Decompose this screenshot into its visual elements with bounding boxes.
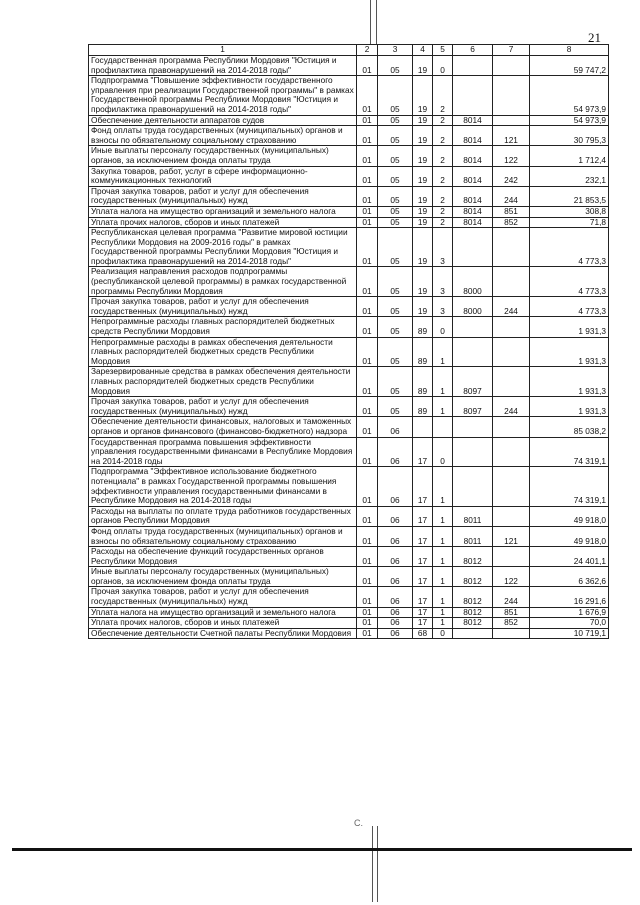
table-row (89, 297, 609, 317)
code-cell: 01 (357, 628, 378, 639)
amount-cell: 4 773,3 (530, 228, 609, 267)
code-cell: 01 (357, 547, 378, 567)
amount-cell: 308,8 (530, 206, 609, 217)
code-cell: 0 (433, 317, 453, 337)
code-cell: 01 (357, 437, 378, 467)
code-cell (453, 228, 493, 267)
row-name-cell: Обеспечение деятельности Счетной палаты Республики Мордовия (89, 628, 357, 639)
code-cell (493, 267, 530, 297)
row-name-cell: Уплата налога на имущество организаций и земельного налога (89, 206, 357, 217)
code-cell: 17 (413, 506, 433, 526)
code-cell: 8014 (453, 146, 493, 166)
code-cell: 89 (413, 367, 433, 397)
table-body (89, 56, 609, 639)
amount-cell: 1 676,9 (530, 607, 609, 618)
code-cell: 05 (378, 217, 413, 228)
code-cell: 01 (357, 56, 378, 76)
code-cell: 122 (493, 146, 530, 166)
code-cell: 01 (357, 297, 378, 317)
amount-cell: 1 931,3 (530, 317, 609, 337)
code-cell: 01 (357, 267, 378, 297)
row-name-cell: Расходы на обеспечение функций государственных органов Республики Мордовия (89, 547, 357, 567)
code-cell: 06 (378, 587, 413, 607)
code-cell: 8012 (453, 607, 493, 618)
table-row (89, 567, 609, 587)
amount-cell: 74 319,1 (530, 467, 609, 506)
code-cell (453, 337, 493, 367)
table-row (89, 587, 609, 607)
code-cell: 8014 (453, 186, 493, 206)
code-cell: 19 (413, 228, 433, 267)
code-cell: 852 (493, 217, 530, 228)
table-row (89, 126, 609, 146)
code-cell: 05 (378, 206, 413, 217)
code-cell: 06 (378, 607, 413, 618)
code-cell: 05 (378, 126, 413, 146)
code-cell: 01 (357, 337, 378, 367)
code-cell: 8012 (453, 547, 493, 567)
code-cell: 1 (433, 547, 453, 567)
amount-cell: 49 918,0 (530, 526, 609, 546)
row-name-cell: Непрограммные расходы главных распорядителей бюджетных средств Республики Мордовия (89, 317, 357, 337)
code-cell: 2 (433, 166, 453, 186)
table-row (89, 547, 609, 567)
code-cell: 06 (378, 526, 413, 546)
code-cell: 2 (433, 206, 453, 217)
table-row (89, 628, 609, 639)
code-cell: 01 (357, 166, 378, 186)
row-name-cell: Уплата прочих налогов, сборов и иных платежей (89, 217, 357, 228)
code-cell: 852 (493, 618, 530, 629)
amount-cell: 1 931,3 (530, 397, 609, 417)
column-header: 2 (357, 45, 378, 56)
amount-cell: 1 931,3 (530, 337, 609, 367)
code-cell: 17 (413, 547, 433, 567)
code-cell (453, 417, 493, 437)
amount-cell: 1 712,4 (530, 146, 609, 166)
code-cell: 3 (433, 228, 453, 267)
code-cell: 0 (433, 628, 453, 639)
code-cell: 19 (413, 267, 433, 297)
row-name-cell: Иные выплаты персоналу государственных (муниципальных) органов, за исключением фонда оплаты труда (89, 567, 357, 587)
code-cell: 851 (493, 206, 530, 217)
row-name-cell: Прочая закупка товаров, работ и услуг для обеспечения государственных (муниципальных) нужд (89, 397, 357, 417)
code-cell: 17 (413, 526, 433, 546)
code-cell (493, 506, 530, 526)
row-name-cell: Обеспечение деятельности аппаратов судов (89, 115, 357, 126)
column-header: 1 (89, 45, 357, 56)
code-cell: 8014 (453, 217, 493, 228)
code-cell: 1 (433, 367, 453, 397)
table-row (89, 228, 609, 267)
row-name-cell: Реализация направления расходов подпрограммы (республиканской целевой программы) в рамках государственной программы Республики Мордовия (89, 267, 357, 297)
code-cell: 06 (378, 506, 413, 526)
code-cell: 8097 (453, 367, 493, 397)
code-cell: 06 (378, 567, 413, 587)
column-header: 4 (413, 45, 433, 56)
row-name-cell: Уплата прочих налогов, сборов и иных платежей (89, 618, 357, 629)
table-row (89, 217, 609, 228)
table-row (89, 397, 609, 417)
code-cell: 8014 (453, 126, 493, 146)
code-cell: 0 (433, 437, 453, 467)
code-cell: 05 (378, 297, 413, 317)
code-cell: 05 (378, 228, 413, 267)
code-cell: 01 (357, 186, 378, 206)
table-row (89, 166, 609, 186)
code-cell: 1 (433, 397, 453, 417)
amount-cell: 4 773,3 (530, 267, 609, 297)
amount-cell: 16 291,6 (530, 587, 609, 607)
row-name-cell: Уплата налога на имущество организаций и земельного налога (89, 607, 357, 618)
code-cell: 17 (413, 607, 433, 618)
table-row (89, 267, 609, 297)
code-cell: 05 (378, 317, 413, 337)
code-cell: 121 (493, 126, 530, 146)
column-header: 6 (453, 45, 493, 56)
code-cell: 244 (493, 397, 530, 417)
code-cell: 05 (378, 186, 413, 206)
code-cell: 19 (413, 186, 433, 206)
amount-cell: 21 853,5 (530, 186, 609, 206)
binding-line (376, 0, 377, 44)
code-cell: 1 (433, 337, 453, 367)
amount-cell: 59 747,2 (530, 56, 609, 76)
row-name-cell: Подпрограмма "Эффективное использование бюджетного потенциала" в рамках Государственной программы повышения эффективности управления государственными финансами в Республике Мордовия на 2014-2018 годы (89, 467, 357, 506)
code-cell: 17 (413, 618, 433, 629)
code-cell: 89 (413, 337, 433, 367)
amount-cell: 49 918,0 (530, 506, 609, 526)
code-cell: 1 (433, 506, 453, 526)
amount-cell: 232,1 (530, 166, 609, 186)
code-cell: 2 (433, 126, 453, 146)
code-cell: 05 (378, 146, 413, 166)
code-cell: 01 (357, 228, 378, 267)
code-cell: 8012 (453, 618, 493, 629)
code-cell: 05 (378, 397, 413, 417)
code-cell: 06 (378, 417, 413, 437)
code-cell: 0 (433, 56, 453, 76)
code-cell: 1 (433, 607, 453, 618)
code-cell (493, 228, 530, 267)
binding-line (377, 826, 378, 902)
table-row (89, 506, 609, 526)
code-cell (453, 317, 493, 337)
table-row (89, 467, 609, 506)
code-cell (493, 115, 530, 126)
code-cell (453, 437, 493, 467)
table-row (89, 337, 609, 367)
code-cell: 19 (413, 297, 433, 317)
amount-cell: 10 719,1 (530, 628, 609, 639)
code-cell: 1 (433, 526, 453, 546)
row-name-cell: Прочая закупка товаров, работ и услуг для обеспечения государственных (муниципальных) нужд (89, 186, 357, 206)
code-cell: 19 (413, 76, 433, 115)
table-row (89, 56, 609, 76)
code-cell: 01 (357, 467, 378, 506)
row-name-cell: Иные выплаты персоналу государственных (муниципальных) органов, за исключением фонда оплаты труда (89, 146, 357, 166)
code-cell: 06 (378, 467, 413, 506)
row-name-cell: Расходы на выплаты по оплате труда работников государственных органов Республики Мордовия (89, 506, 357, 526)
code-cell: 01 (357, 567, 378, 587)
table-row (89, 76, 609, 115)
code-cell: 1 (433, 587, 453, 607)
table-row (89, 618, 609, 629)
amount-cell: 24 401,1 (530, 547, 609, 567)
code-cell (453, 467, 493, 506)
code-cell: 8097 (453, 397, 493, 417)
row-name-cell: Зарезервированные средства в рамках обеспечения деятельности главных распорядителей бюджетных средств Республики Мордовия (89, 367, 357, 397)
table-row (89, 437, 609, 467)
code-cell: 244 (493, 297, 530, 317)
table-row (89, 206, 609, 217)
code-cell (413, 417, 433, 437)
code-cell: 8000 (453, 297, 493, 317)
code-cell: 3 (433, 297, 453, 317)
code-cell: 244 (493, 186, 530, 206)
code-cell: 01 (357, 417, 378, 437)
budget-table (88, 44, 609, 639)
row-name-cell: Прочая закупка товаров, работ и услуг для обеспечения государственных (муниципальных) нужд (89, 297, 357, 317)
code-cell: 2 (433, 115, 453, 126)
amount-cell: 54 973,9 (530, 115, 609, 126)
code-cell: 05 (378, 115, 413, 126)
code-cell (493, 337, 530, 367)
table-header-row (89, 45, 609, 56)
code-cell: 01 (357, 607, 378, 618)
row-name-cell: Подпрограмма "Повышение эффективности государственного управления при реализации Государственной программы" в рамках Государственной программы Республики Мордовия "Юстиция и профилактика правонарушений на 2014-2018 годы" (89, 76, 357, 115)
row-name-cell: Государственная программа Республики Мордовия "Юстиция и профилактика правонарушений на 2014-2018 годы" (89, 56, 357, 76)
table-row (89, 526, 609, 546)
code-cell: 17 (413, 437, 433, 467)
code-cell (493, 467, 530, 506)
row-name-cell: Закупка товаров, работ, услуг в сфере информационно-коммуникационных технологий (89, 166, 357, 186)
code-cell: 01 (357, 506, 378, 526)
code-cell: 01 (357, 367, 378, 397)
code-cell: 06 (378, 628, 413, 639)
code-cell (493, 317, 530, 337)
code-cell: 8011 (453, 506, 493, 526)
code-cell: 06 (378, 618, 413, 629)
code-cell: 8014 (453, 206, 493, 217)
code-cell: 8012 (453, 587, 493, 607)
row-name-cell: Непрограммные расходы в рамках обеспечения деятельности главных распорядителей бюджетных средств Республики Мордовия (89, 337, 357, 367)
code-cell: 1 (433, 467, 453, 506)
code-cell (493, 417, 530, 437)
code-cell: 01 (357, 618, 378, 629)
code-cell: 8012 (453, 567, 493, 587)
code-cell (493, 76, 530, 115)
code-cell (453, 76, 493, 115)
column-header: 7 (493, 45, 530, 56)
code-cell: 2 (433, 186, 453, 206)
code-cell: 1 (433, 567, 453, 587)
code-cell (493, 547, 530, 567)
code-cell: 19 (413, 56, 433, 76)
table-row (89, 146, 609, 166)
code-cell: 121 (493, 526, 530, 546)
amount-cell: 71,8 (530, 217, 609, 228)
column-header: 5 (433, 45, 453, 56)
code-cell (493, 437, 530, 467)
code-cell: 05 (378, 76, 413, 115)
code-cell: 17 (413, 587, 433, 607)
amount-cell: 4 773,3 (530, 297, 609, 317)
row-name-cell: Фонд оплаты труда государственных (муниципальных) органов и взносы по обязательному социальному страхованию (89, 126, 357, 146)
bottom-rule (12, 848, 632, 851)
code-cell: 19 (413, 217, 433, 228)
table-row (89, 115, 609, 126)
code-cell: 05 (378, 267, 413, 297)
code-cell: 8014 (453, 166, 493, 186)
binding-line (370, 0, 371, 44)
code-cell: 8014 (453, 115, 493, 126)
code-cell: 89 (413, 317, 433, 337)
amount-cell: 54 973,9 (530, 76, 609, 115)
code-cell: 8011 (453, 526, 493, 546)
row-name-cell: Государственная программа повышения эффективности управления государственными финансами в Республике Мордовия на 2014-2018 годы (89, 437, 357, 467)
amount-cell: 74 319,1 (530, 437, 609, 467)
code-cell: 19 (413, 146, 433, 166)
code-cell: 122 (493, 567, 530, 587)
code-cell: 01 (357, 146, 378, 166)
code-cell: 01 (357, 397, 378, 417)
code-cell (493, 628, 530, 639)
amount-cell: 6 362,6 (530, 567, 609, 587)
amount-cell: 30 795,3 (530, 126, 609, 146)
code-cell: 19 (413, 115, 433, 126)
code-cell: 244 (493, 587, 530, 607)
code-cell: 05 (378, 56, 413, 76)
table-row (89, 367, 609, 397)
code-cell: 19 (413, 166, 433, 186)
column-header: 8 (530, 45, 609, 56)
row-name-cell: Республиканская целевая программа "Развитие мировой юстиции Республики Мордовия на 2009-2016 годы" в рамках Государственной программы Республики Мордовия "Юстиция и профилактика правонарушений на 2014-2018 годы" (89, 228, 357, 267)
code-cell: 3 (433, 267, 453, 297)
table-row (89, 186, 609, 206)
scan-mark: С. (354, 818, 363, 828)
amount-cell: 70,0 (530, 618, 609, 629)
code-cell (433, 417, 453, 437)
row-name-cell: Прочая закупка товаров, работ и услуг для обеспечения государственных (муниципальных) нужд (89, 587, 357, 607)
code-cell: 17 (413, 467, 433, 506)
table-row (89, 317, 609, 337)
amount-cell: 85 038,2 (530, 417, 609, 437)
code-cell: 19 (413, 126, 433, 146)
row-name-cell: Обеспечение деятельности финансовых, налоговых и таможенных органов и органов финансового (финансово-бюджетного) надзора (89, 417, 357, 437)
row-name-cell: Фонд оплаты труда государственных (муниципальных) органов и взносы по обязательному социальному страхованию (89, 526, 357, 546)
code-cell: 17 (413, 567, 433, 587)
column-header: 3 (378, 45, 413, 56)
code-cell: 01 (357, 206, 378, 217)
code-cell: 06 (378, 547, 413, 567)
table-row (89, 417, 609, 437)
code-cell: 06 (378, 437, 413, 467)
amount-cell: 1 931,3 (530, 367, 609, 397)
code-cell: 01 (357, 76, 378, 115)
code-cell: 19 (413, 206, 433, 217)
code-cell (453, 628, 493, 639)
code-cell: 05 (378, 337, 413, 367)
code-cell (493, 367, 530, 397)
code-cell: 01 (357, 526, 378, 546)
code-cell: 2 (433, 76, 453, 115)
code-cell: 01 (357, 317, 378, 337)
table-row (89, 607, 609, 618)
code-cell: 8000 (453, 267, 493, 297)
code-cell: 01 (357, 587, 378, 607)
code-cell: 05 (378, 367, 413, 397)
code-cell: 2 (433, 217, 453, 228)
code-cell: 68 (413, 628, 433, 639)
code-cell: 01 (357, 115, 378, 126)
code-cell: 851 (493, 607, 530, 618)
code-cell: 1 (433, 618, 453, 629)
code-cell: 05 (378, 166, 413, 186)
code-cell: 242 (493, 166, 530, 186)
code-cell: 01 (357, 217, 378, 228)
code-cell: 2 (433, 146, 453, 166)
code-cell (493, 56, 530, 76)
page-number: 21 (588, 30, 601, 45)
code-cell (453, 56, 493, 76)
binding-line (372, 826, 373, 902)
code-cell: 01 (357, 126, 378, 146)
code-cell: 89 (413, 397, 433, 417)
